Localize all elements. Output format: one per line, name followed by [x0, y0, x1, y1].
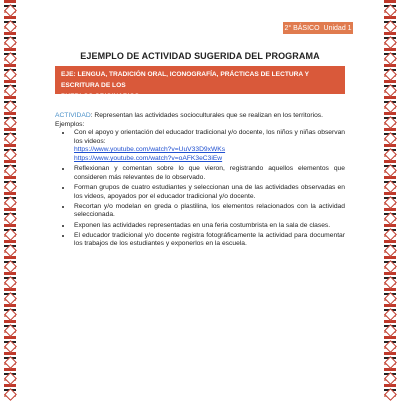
border-diamond-ornament: [384, 308, 397, 321]
border-diamond-ornament: [4, 164, 17, 177]
border-diamond-ornament: [4, 4, 17, 17]
border-diamond-ornament: [4, 212, 17, 225]
border-diamond-ornament: [384, 148, 397, 161]
border-diamond-ornament: [384, 196, 397, 209]
border-diamond-ornament: [4, 372, 17, 385]
border-diamond-ornament: [4, 228, 17, 241]
border-diamond-ornament: [384, 324, 397, 337]
list-item: • El educador tradicional y/o docente registra fotográficamente la actividad para documentar los trabajos de los estudiantes y exponerlos en la escuela.: [72, 232, 345, 249]
list-item-text: Con el apoyo y orientación del educador tradicional y/o docente, los niños y niñas observan los videos:: [74, 129, 346, 145]
border-diamond-ornament: [4, 148, 17, 161]
border-diamond-ornament: [384, 212, 397, 225]
border-diamond-ornament: [4, 116, 17, 129]
border-diamond-ornament: [4, 340, 17, 353]
border-diamond-ornament: [4, 84, 17, 97]
border-diamond-ornament: [384, 4, 397, 17]
examples-list: [55, 129, 345, 249]
activity-section: [55, 112, 345, 250]
border-diamond-ornament: [4, 180, 17, 193]
border-diamond-ornament: [384, 388, 397, 401]
border-diamond-ornament: [384, 276, 397, 289]
border-diamond-ornament: [4, 260, 17, 273]
border-diamond-ornament: [384, 244, 397, 257]
border-diamond-ornament: [4, 244, 17, 257]
border-diamond-ornament: [384, 116, 397, 129]
border-diamond-ornament: [384, 100, 397, 113]
list-item: • Reflexionan y comentan sobre lo que vieron, registrando aquellos elementos que consideren más relevantes de lo observado.: [72, 165, 345, 182]
axis-text-line-2: PUEBLOS ORIGINARIOS.: [61, 93, 141, 100]
activity-label: ACTIVIDAD: [55, 112, 91, 119]
unit-label: Unidad 1: [323, 24, 352, 32]
list-item: [72, 129, 345, 163]
border-diamond-ornament: [4, 68, 17, 81]
border-diamond-ornament: [384, 356, 397, 369]
examples-label: Ejemplos:: [55, 120, 85, 128]
border-diamond-ornament: [4, 308, 17, 321]
border-diamond-ornament: [384, 372, 397, 385]
border-diamond-ornament: [384, 340, 397, 353]
axis-text-line-1: EJE: LENGUA, TRADICIÓN ORAL, ICONOGRAFÍA, PRÁCTICAS DE LECTURA Y ESCRITURA DE LOS: [61, 71, 309, 89]
axis-banner: [55, 66, 345, 100]
border-diamond-ornament: [4, 388, 17, 401]
video-link-2[interactable]: https://www.youtube.com/watch?v=oAFK3eC3iEw: [74, 154, 223, 162]
border-diamond-ornament: [384, 132, 397, 145]
activity-text: : Representan las actividades socioculturales que se realizan en los territorios.: [90, 112, 323, 119]
video-link-1[interactable]: https://www.youtube.com/watch?v=UuV33D9xWKs: [74, 146, 226, 154]
border-diamond-ornament: [4, 292, 17, 305]
activity-statement: [55, 112, 345, 121]
border-diamond-ornament: [384, 164, 397, 177]
page-title: EJEMPLO DE ACTIVIDAD SUGERIDA DEL PROGRAMA: [80, 51, 320, 61]
list-item: • Forman grupos de cuatro estudiantes y seleccionan una de las actividades observadas en los videos, apoyados por el educador tradicional y/o docente.: [72, 184, 345, 201]
border-diamond-ornament: [4, 100, 17, 113]
border-diamond-ornament: [4, 132, 17, 145]
border-diamond-ornament: [384, 20, 397, 33]
border-diamond-ornament: [4, 356, 17, 369]
list-item: • Recortan y/o modelan en greda o plastilina, los elementos relacionados con la actividad seleccionada.: [72, 203, 345, 220]
grade-unit-badge: [283, 22, 353, 34]
border-diamond-ornament: [384, 180, 397, 193]
list-item: • Exponen las actividades representadas en una feria costumbrista en la sala de clases.: [72, 222, 345, 231]
border-diamond-ornament: [4, 196, 17, 209]
border-diamond-ornament: [384, 36, 397, 49]
border-diamond-ornament: [4, 20, 17, 33]
border-diamond-ornament: [384, 228, 397, 241]
border-diamond-ornament: [4, 324, 17, 337]
border-diamond-ornament: [384, 292, 397, 305]
border-diamond-ornament: [384, 260, 397, 273]
border-diamond-ornament: [384, 84, 397, 97]
border-diamond-ornament: [384, 68, 397, 81]
border-diamond-ornament: [4, 36, 17, 49]
border-diamond-ornament: [4, 276, 17, 289]
grade-label: 2° BÁSICO: [284, 24, 320, 32]
